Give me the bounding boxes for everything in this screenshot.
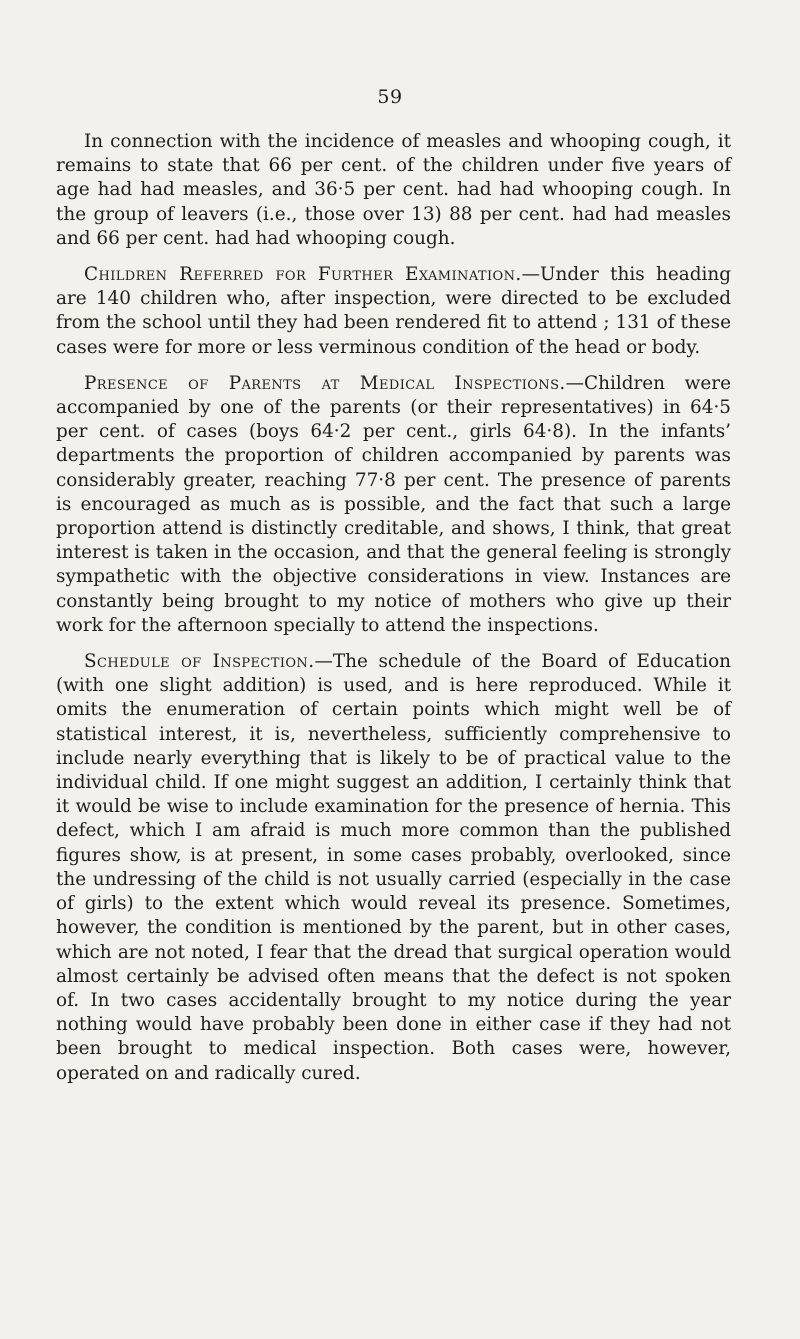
section-heading: Children Referred for Further Examination. (84, 264, 522, 286)
paragraph-body: —Children were accompanied by one of the parents (or their representatives) in 64·5 per cent. of cases (boys 64·2 per cent., girls 64·8). In the infants’ departments the proportion of children accompanied by parents was considerably greater, reaching 77·8 per cent. The presence of parents is encouraged as much as is possible, and the fact that such a large proportion attend is distinctly creditable, and shows, I think, that great interest is taken in the occasion, and that the general feeling is strongly sympathetic with the objective considerations in view. Instances are constantly being brought to my notice of mothers who give up their work for the afternoon specially to attend the inspections. (56, 372, 731, 636)
page-number: 59 (377, 86, 403, 108)
paragraph-schedule-of-inspection (56, 650, 731, 1086)
paragraph-body: —Under this heading are 140 children who, after inspection, were directed to be excluded from the school until they had been rendered fit to attend ; 131 of these cases were for more or less verminous condition of the head or body. (56, 264, 731, 358)
paragraph-presence-of-parents (56, 372, 731, 638)
paragraph-children-referred (56, 263, 731, 360)
section-heading: Schedule of Inspection. (84, 651, 315, 673)
paragraph-body: —The schedule of the Board of Education (with one slight addition) is used, and is here reproduced. While it omits the enumeration of certain points which might well be of statistical interest, it is, nevertheless, sufficiently comprehensive to include nearly everything that is likely to be of practical value to the individual child. If one might suggest an addition, I certainly think that it would be wise to include examination for the presence of hernia. This defect, which I am afraid is much more common than the published figures show, is at present, in some cases probably, overlooked, since the undressing of the child is not usually carried (especially in the case of girls) to the extent which would reveal its presence. Sometimes, however, the condition is mentioned by the parent, but in other cases, which are not noted, I fear that the dread that surgical operation would almost certainly be advised often means that the defect is not spoken of. In two cases accidentally brought to my notice during the year nothing would have probably been done in either case if they had not been brought to medical inspection. Both cases were, however, operated on and radically cured. (56, 651, 732, 1084)
body-text (56, 130, 731, 1098)
section-heading: Presence of Parents at Medical Inspections. (84, 372, 566, 394)
paragraph-measles-whooping-cough (56, 130, 731, 251)
paragraph-body: In connection with the incidence of measles and whooping cough, it remains to state that 66 per cent. of the children under five years of age had had measles, and 36·5 per cent. had had whooping cough. In the group of leavers (i.e., those over 13) 88 per cent. had had measles and 66 per cent. had had whooping cough. (56, 131, 731, 249)
